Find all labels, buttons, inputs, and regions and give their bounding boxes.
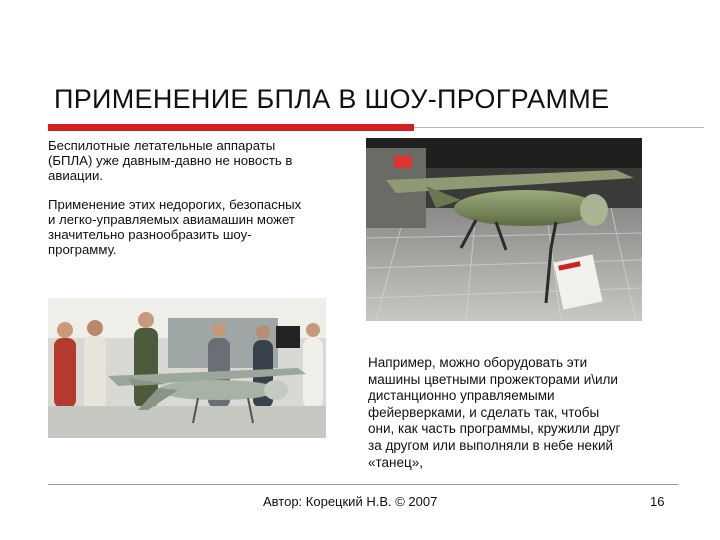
paragraph-example: Например, можно оборудовать эти машины цветными прожекторами и\или дистанционно управляемыми фейерверками, и сделать так, чтобы они, как часть программы, кружили друг за другом или выполняли в небе некий «танец», bbox=[368, 355, 621, 470]
title-accent-bar bbox=[48, 124, 414, 131]
paragraph-intro: Беспилотные летательные аппараты (БПЛА) уже давным-давно не новость в авиации. bbox=[48, 138, 293, 183]
page-number: 16 bbox=[650, 494, 665, 509]
footer-author: Автор: Корецкий Н.В. © 2007 bbox=[263, 494, 438, 509]
uav-exhibition-illustration bbox=[48, 298, 326, 438]
paragraph-application: Применение этих недорогих, безопасных и легко-управляемых авиамашин может значительно разнообразить шоу- программу. bbox=[48, 197, 302, 257]
footer-divider-line bbox=[48, 484, 678, 485]
uav-display-illustration bbox=[366, 138, 642, 321]
slide-title: ПРИМЕНЕНИЕ БПЛА В ШОУ-ПРОГРАММЕ bbox=[54, 84, 610, 114]
uav-display-photo bbox=[366, 138, 642, 321]
title-divider-line bbox=[414, 127, 704, 128]
uav-exhibition-photo bbox=[48, 298, 326, 438]
